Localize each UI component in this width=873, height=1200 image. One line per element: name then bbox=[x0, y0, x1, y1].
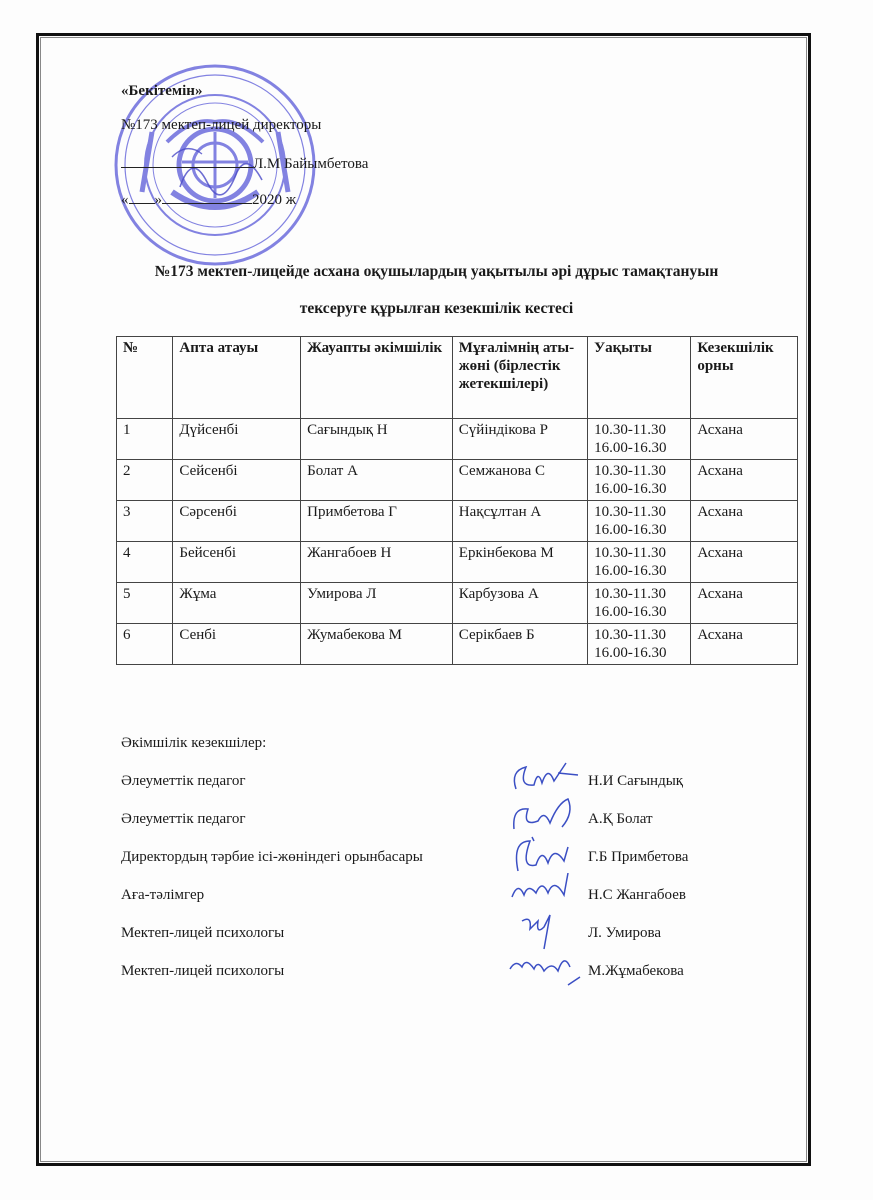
time-morning: 10.30-11.30 bbox=[594, 627, 667, 643]
document-title-line2: тексеруге құрылған кезекшілік кестесі bbox=[299, 300, 574, 317]
cell-admin: Примбетова Г bbox=[301, 501, 453, 542]
cell-day: Жұма bbox=[173, 583, 301, 624]
signature-blank bbox=[121, 153, 253, 168]
table-row bbox=[117, 419, 798, 460]
date-close-quote: » bbox=[154, 192, 162, 208]
cell-place: Асхана bbox=[691, 542, 798, 583]
signature-icon bbox=[508, 949, 583, 989]
time-morning: 10.30-11.30 bbox=[594, 586, 667, 602]
time-morning: 10.30-11.30 bbox=[594, 463, 667, 479]
director-position: №173 мектеп-лицей директоры bbox=[121, 117, 322, 133]
director-signature-line bbox=[121, 153, 368, 173]
date-open-quote: « bbox=[121, 192, 129, 208]
cell-number: 1 bbox=[117, 419, 173, 460]
duty-role: Әлеуметтік педагог bbox=[121, 811, 246, 827]
cell-admin: Болат А bbox=[301, 460, 453, 501]
cell-number: 6 bbox=[117, 624, 173, 665]
table-header-row bbox=[117, 337, 798, 419]
header-number: № bbox=[117, 337, 173, 419]
duty-heading: Әкімшілік кезекшілер: bbox=[121, 735, 267, 751]
cell-place: Асхана bbox=[691, 419, 798, 460]
duty-person-name: Г.Б Примбетова bbox=[588, 849, 689, 865]
time-morning: 10.30-11.30 bbox=[594, 545, 667, 561]
duty-person-name: Н.И Сағындық bbox=[588, 773, 684, 789]
header-place: Кезекшілік орны bbox=[691, 337, 798, 419]
cell-time bbox=[588, 419, 691, 460]
table-row bbox=[117, 501, 798, 542]
cell-teacher: Серікбаев Б bbox=[452, 624, 587, 665]
cell-teacher: Еркінбекова М bbox=[452, 542, 587, 583]
duty-person-name: Н.С Жангабоев bbox=[588, 887, 686, 903]
cell-number: 4 bbox=[117, 542, 173, 583]
duty-person-name: Л. Умирова bbox=[588, 925, 662, 941]
table-row bbox=[117, 583, 798, 624]
signature-icon bbox=[508, 873, 583, 913]
duty-role: Әлеуметтік педагог bbox=[121, 773, 246, 789]
month-blank bbox=[162, 189, 252, 204]
cell-time bbox=[588, 460, 691, 501]
cell-day: Сейсенбі bbox=[173, 460, 301, 501]
time-afternoon: 16.00-16.30 bbox=[594, 563, 667, 579]
duty-role: Мектеп-лицей психологы bbox=[121, 963, 285, 979]
table-row bbox=[117, 542, 798, 583]
approval-date-line bbox=[121, 189, 296, 209]
signature-icon bbox=[508, 911, 583, 951]
approval-title: «Бекітемін» bbox=[121, 83, 203, 99]
director-name: Л.М Байымбетова bbox=[253, 156, 369, 172]
cell-time bbox=[588, 583, 691, 624]
cell-teacher: Нақсұлтан А bbox=[452, 501, 587, 542]
time-morning: 10.30-11.30 bbox=[594, 422, 667, 438]
time-afternoon: 16.00-16.30 bbox=[594, 604, 667, 620]
time-morning: 10.30-11.30 bbox=[594, 504, 667, 520]
cell-number: 2 bbox=[117, 460, 173, 501]
cell-time bbox=[588, 624, 691, 665]
cell-teacher: Сүйіндікова Р bbox=[452, 419, 587, 460]
cell-admin: Умирова Л bbox=[301, 583, 453, 624]
duty-person-name: М.Жұмабекова bbox=[588, 963, 684, 979]
signature-icon bbox=[508, 759, 583, 799]
table-row bbox=[117, 624, 798, 665]
signature-icon bbox=[508, 835, 583, 875]
table-row bbox=[117, 460, 798, 501]
header-teacher: Мұғалімнің аты-жөні (бірлестік жетекшілері) bbox=[452, 337, 587, 419]
day-blank bbox=[129, 189, 155, 204]
header-time: Уақыты bbox=[588, 337, 691, 419]
time-afternoon: 16.00-16.30 bbox=[594, 645, 667, 661]
header-admin: Жауапты әкімшілік bbox=[301, 337, 453, 419]
cell-teacher: Карбузова А bbox=[452, 583, 587, 624]
cell-admin: Сағындық Н bbox=[301, 419, 453, 460]
cell-place: Асхана bbox=[691, 501, 798, 542]
cell-place: Асхана bbox=[691, 460, 798, 501]
cell-day: Дүйсенбі bbox=[173, 419, 301, 460]
header-day: Апта атауы bbox=[173, 337, 301, 419]
cell-time bbox=[588, 501, 691, 542]
signature-icon bbox=[508, 797, 583, 837]
time-afternoon: 16.00-16.30 bbox=[594, 522, 667, 538]
duty-schedule-table bbox=[116, 336, 798, 665]
date-year: 2020 ж bbox=[252, 192, 297, 208]
cell-time bbox=[588, 542, 691, 583]
cell-number: 5 bbox=[117, 583, 173, 624]
time-afternoon: 16.00-16.30 bbox=[594, 481, 667, 497]
cell-place: Асхана bbox=[691, 583, 798, 624]
document-title-line1: №173 мектеп-лицейде асхана оқушылардың уақытылы әрі дұрыс тамақтануын bbox=[154, 263, 719, 280]
cell-admin: Жумабекова М bbox=[301, 624, 453, 665]
time-afternoon: 16.00-16.30 bbox=[594, 440, 667, 456]
duty-role: Аға-тәлімгер bbox=[121, 887, 205, 903]
cell-admin: Жангабоев Н bbox=[301, 542, 453, 583]
cell-place: Асхана bbox=[691, 624, 798, 665]
cell-teacher: Семжанова С bbox=[452, 460, 587, 501]
cell-day: Сәрсенбі bbox=[173, 501, 301, 542]
cell-number: 3 bbox=[117, 501, 173, 542]
duty-person-name: А.Қ Болат bbox=[588, 811, 653, 827]
duty-role: Директордың тәрбие ісі-жөніндегі орынбасары bbox=[121, 849, 423, 865]
cell-day: Бейсенбі bbox=[173, 542, 301, 583]
cell-day: Сенбі bbox=[173, 624, 301, 665]
duty-role: Мектеп-лицей психологы bbox=[121, 925, 285, 941]
